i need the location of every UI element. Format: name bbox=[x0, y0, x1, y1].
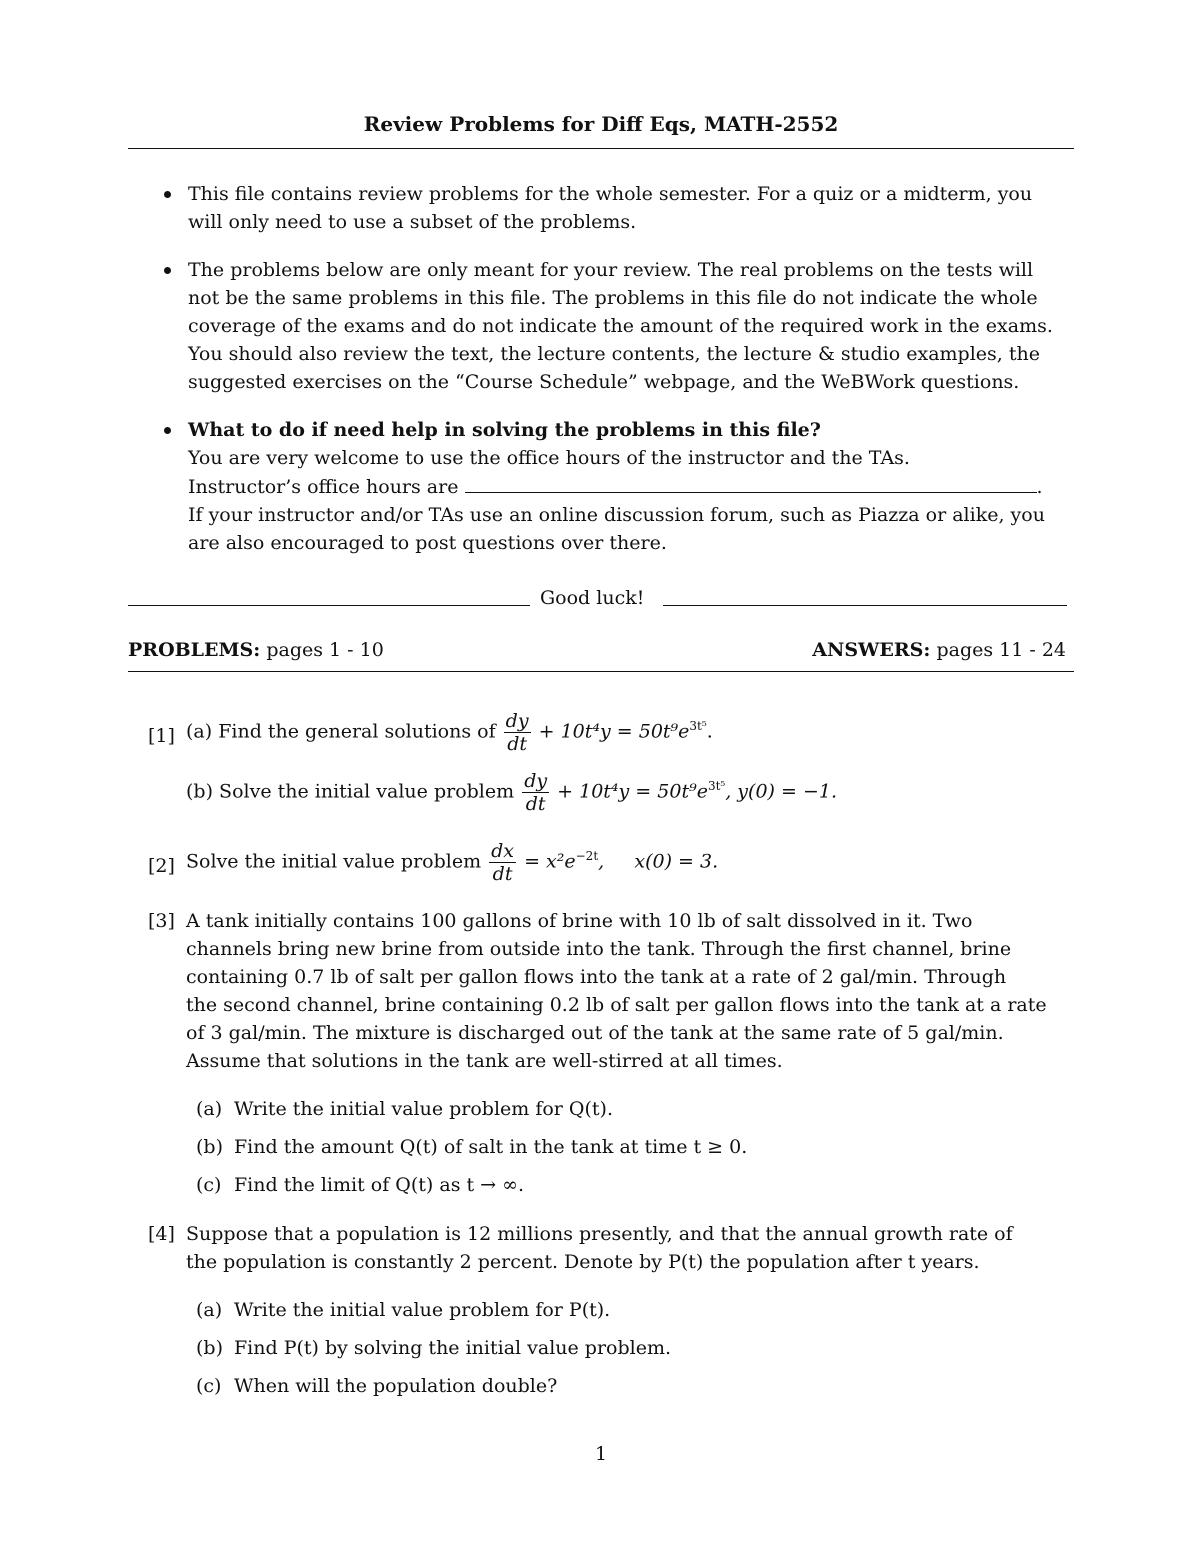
problem-body bbox=[186, 907, 1074, 1209]
part-text: Find the general solutions of bbox=[218, 720, 496, 743]
text-line: The problems below are only meant for your review. The real problems on the tests will bbox=[188, 259, 1034, 281]
part-b bbox=[186, 770, 1074, 815]
bullet-item bbox=[128, 180, 1074, 236]
office-hours-line bbox=[188, 472, 1074, 501]
equation-end: . bbox=[706, 720, 713, 743]
text-line: If your instructor and/or TAs use an online discussion forum, such as Piazza or alike, you bbox=[188, 504, 1045, 526]
answers-pages: pages 11 - 24 bbox=[936, 639, 1066, 661]
part-label: (c) bbox=[196, 1375, 222, 1397]
fraction-denominator: dt bbox=[507, 733, 528, 755]
equation-text: + 10t⁴y = 50t⁹e bbox=[557, 780, 708, 803]
problem-body bbox=[186, 710, 1074, 815]
exponent: −2t bbox=[575, 849, 599, 864]
problems-label: PROBLEMS: bbox=[128, 639, 261, 661]
header-rule bbox=[128, 671, 1074, 672]
divider-rule-left bbox=[128, 605, 530, 606]
part-text: Find the limit of Q(t) as t → ∞. bbox=[234, 1174, 524, 1196]
part-label: (a) bbox=[186, 720, 213, 743]
fraction-numerator: dy bbox=[524, 770, 548, 792]
answers-label: ANSWERS: bbox=[812, 639, 931, 661]
document-title: Review Problems for Diff Eqs, MATH-2552 bbox=[363, 112, 839, 136]
problem-number: [3] bbox=[148, 910, 175, 932]
text-line: are also encouraged to post questions over there. bbox=[188, 532, 667, 554]
part-label: (b) bbox=[186, 780, 213, 803]
good-luck-divider bbox=[128, 584, 1074, 612]
problem-text: Solve the initial value problem bbox=[186, 850, 482, 873]
office-hours-period: . bbox=[1036, 476, 1043, 498]
divider-rule-right bbox=[663, 605, 1067, 606]
problem-number: [4] bbox=[148, 1223, 175, 1245]
part-label: (a) bbox=[196, 1299, 223, 1321]
page-number: 1 bbox=[594, 1443, 608, 1465]
equation-end: , y(0) = −1. bbox=[725, 780, 837, 803]
derivative-fraction bbox=[489, 840, 516, 885]
bullet-dot-icon bbox=[164, 191, 171, 198]
text-line: the second channel, brine containing 0.2 lb of salt per gallon flows into the tank at a rate bbox=[186, 994, 1047, 1016]
fraction-denominator: dt bbox=[492, 863, 513, 885]
part-a bbox=[186, 1095, 1074, 1123]
bullet-dot-icon bbox=[164, 427, 171, 434]
part-b bbox=[186, 1334, 1074, 1362]
text-line: not be the same problems in this file. The problems in this file do not indicate the whole bbox=[188, 287, 1038, 309]
derivative-fraction bbox=[522, 770, 549, 815]
part-text: Find P(t) by solving the initial value problem. bbox=[234, 1337, 672, 1359]
fraction-numerator: dx bbox=[491, 840, 515, 862]
part-text: Solve the initial value problem bbox=[219, 780, 515, 803]
answers-range bbox=[812, 636, 1066, 664]
equation-text: + 10t⁴y = 50t⁹e bbox=[538, 720, 690, 743]
office-hours-label: Instructor’s office hours are bbox=[188, 476, 459, 498]
part-text: Write the initial value problem for P(t). bbox=[234, 1299, 611, 1321]
part-a bbox=[186, 710, 1074, 758]
text-line: containing 0.7 lb of salt per gallon flows into the tank at a rate of 2 gal/min. Through bbox=[186, 966, 1007, 988]
problem-number: [1] bbox=[148, 725, 175, 747]
problem-body bbox=[186, 840, 1074, 885]
title-rule bbox=[128, 148, 1074, 149]
intro-bullets bbox=[128, 180, 1074, 577]
text-line: the population is constantly 2 percent. Denote by P(t) the population after t years. bbox=[186, 1251, 980, 1273]
text-line: will only need to use a subset of the problems. bbox=[188, 211, 637, 233]
part-c bbox=[186, 1372, 1074, 1400]
bullet-dot-icon bbox=[164, 267, 171, 274]
part-b bbox=[186, 1133, 1074, 1161]
text-line: suggested exercises on the “Course Schedule” webpage, and the WeBWork questions. bbox=[188, 371, 1020, 393]
document-page bbox=[128, 0, 1074, 1553]
exponent: 3t⁵ bbox=[707, 779, 726, 794]
text-line: This file contains review problems for the whole semester. For a quiz or a midterm, you bbox=[188, 183, 1033, 205]
fraction-numerator: dy bbox=[505, 710, 529, 732]
text-line: You should also review the text, the lecture contents, the lecture & studio examples, the bbox=[188, 343, 1040, 365]
fraction-denominator: dt bbox=[525, 793, 546, 815]
text-line: Suppose that a population is 12 millions presently, and that the annual growth rate of bbox=[186, 1223, 1013, 1245]
part-text: Write the initial value problem for Q(t). bbox=[234, 1098, 614, 1120]
text-line: of 3 gal/min. The mixture is discharged out of the tank at the same rate of 5 gal/min. bbox=[186, 1022, 1004, 1044]
problem-number: [2] bbox=[148, 855, 175, 877]
good-luck-text: Good luck! bbox=[540, 587, 645, 609]
equation-text: = x²e bbox=[524, 850, 576, 873]
derivative-fraction bbox=[504, 710, 531, 755]
equation-end: , x(0) = 3. bbox=[598, 850, 719, 873]
problem-body bbox=[186, 1220, 1074, 1410]
office-hours-blank bbox=[465, 472, 1037, 493]
part-text: When will the population double? bbox=[234, 1375, 558, 1397]
part-c bbox=[186, 1171, 1074, 1199]
problems-pages: pages 1 - 10 bbox=[266, 639, 384, 661]
help-heading: What to do if need help in solving the problems in this file? bbox=[188, 419, 821, 441]
problems-range bbox=[128, 636, 384, 664]
text-line: channels bring new brine from outside into the tank. Through the first channel, brine bbox=[186, 938, 1012, 960]
bullet-item bbox=[128, 416, 1074, 557]
part-label: (b) bbox=[196, 1337, 223, 1359]
part-a bbox=[186, 1296, 1074, 1324]
part-text: Find the amount Q(t) of salt in the tank at time t ≥ 0. bbox=[234, 1136, 748, 1158]
text-line: A tank initially contains 100 gallons of brine with 10 lb of salt dissolved in it. Two bbox=[186, 910, 973, 932]
text-line: coverage of the exams and do not indicate the amount of the required work in the exams. bbox=[188, 315, 1053, 337]
bullet-item bbox=[128, 256, 1074, 396]
text-line: Assume that solutions in the tank are well-stirred at all times. bbox=[186, 1050, 783, 1072]
part-label: (b) bbox=[196, 1136, 223, 1158]
text-line: You are very welcome to use the office hours of the instructor and the TAs. bbox=[188, 447, 910, 469]
part-label: (a) bbox=[196, 1098, 223, 1120]
exponent: 3t⁵ bbox=[689, 719, 707, 734]
part-label: (c) bbox=[196, 1174, 222, 1196]
